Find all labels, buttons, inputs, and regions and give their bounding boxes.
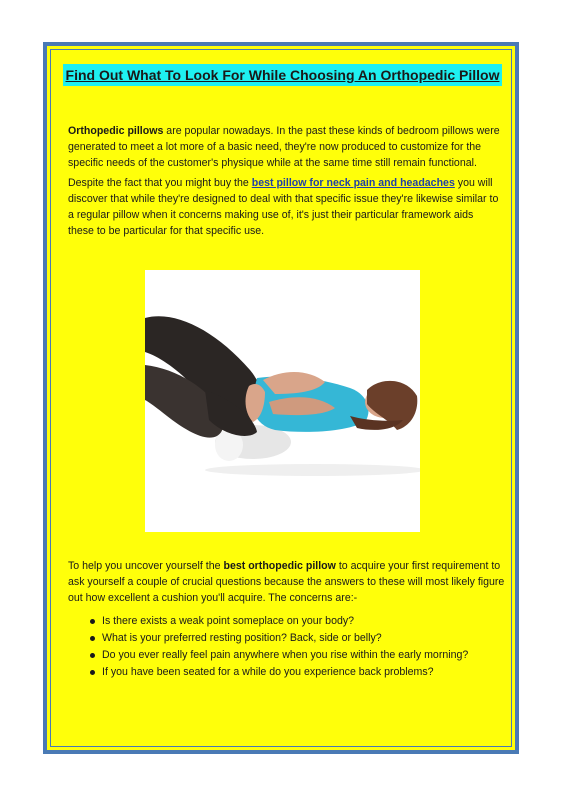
page-title: Find Out What To Look For While Choosing An Orthopedic Pillow — [63, 64, 503, 86]
intro-bold-term: Orthopedic pillows — [68, 125, 164, 137]
second-paragraph-before: Despite the fact that you might buy the — [68, 177, 252, 189]
bullet-icon — [90, 636, 95, 641]
bullet-icon — [90, 619, 95, 624]
list-item — [90, 630, 500, 647]
intro-paragraph — [68, 123, 502, 171]
third-paragraph-before: To help you uncover yourself the — [68, 560, 224, 572]
second-paragraph — [68, 175, 502, 239]
bullet-icon — [90, 653, 95, 658]
third-paragraph — [68, 558, 508, 606]
questions-list — [90, 613, 500, 681]
list-item-text: Do you ever really feel pain anywhere when you rise within the early morning? — [102, 649, 469, 661]
list-item — [90, 613, 500, 630]
neck-pain-pillow-link[interactable]: best pillow for neck pain and headaches — [251, 177, 455, 189]
list-item-text: If you have been seated for a while do you experience back problems? — [102, 666, 434, 678]
list-item — [90, 664, 500, 681]
best-orthopedic-pillow-term: best orthopedic pillow — [223, 560, 336, 572]
title-container — [0, 64, 565, 86]
list-item-text: What is your preferred resting position? Back, side or belly? — [102, 632, 382, 644]
bullet-icon — [90, 670, 95, 675]
woman-lying-on-pillow-photo — [145, 270, 420, 532]
second-paragraph-after: you will discover that while they're designed to deal with that specific issue they're likewise similar to a regular pillow when it concerns making use of, it's just their particular framework aids these to be particular for that specific use. — [68, 177, 499, 237]
list-item — [90, 647, 500, 664]
intro-text: are popular nowadays. In the past these kinds of bedroom pillows were generated to meet a lot more of a basic need, they're now produced to customize for the specific needs of the customer's physique while at the same time still remain functional. — [68, 125, 500, 169]
photo-illustration — [145, 270, 420, 532]
list-item-text: Is there exists a weak point someplace on your body? — [102, 615, 355, 627]
third-paragraph-after: to acquire your first requirement to ask yourself a couple of crucial questions because the answers to these will most likely figure out how excellent a cushion you'll acquire. The concerns are:- — [68, 560, 505, 604]
